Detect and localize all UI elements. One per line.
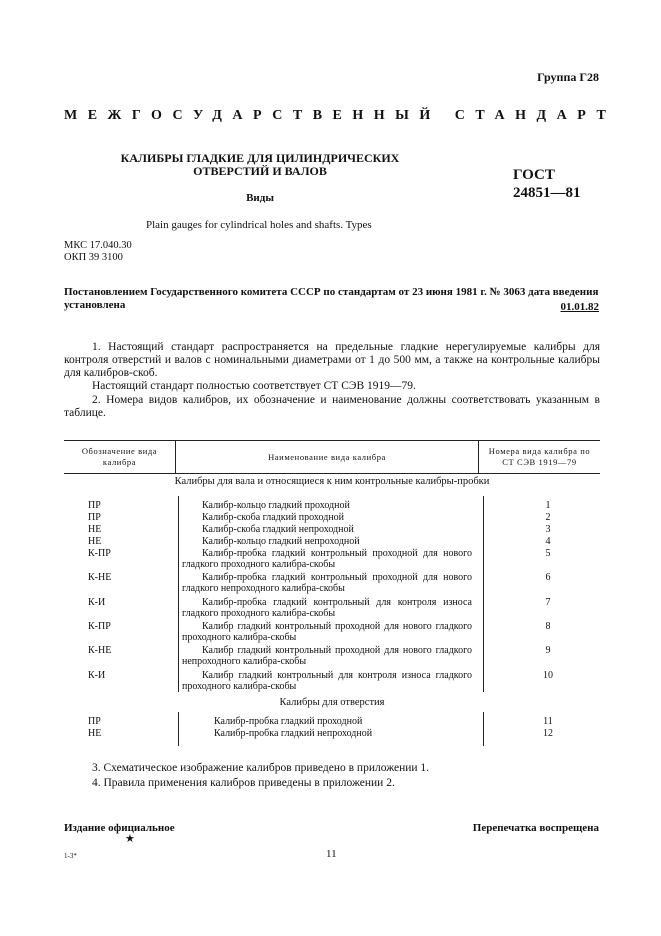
table-row-name: Калибр гладкий контрольный проходной для нового гладкого непроходного калибра-скобы [182,645,472,667]
reprint-prohibited-label: Перепечатка воспрещена [472,822,599,834]
table-row-number: 11 [543,716,553,727]
table-row-code: К-НЕ [88,645,112,656]
table-row-code: НЕ [88,728,102,739]
mks-code: МКС 17.040.30 [64,240,132,251]
paragraph-3: 3. Схематическое изображение калибров приведено в приложении 1. [92,762,430,774]
table-row-code: ПР [88,500,101,511]
table-row-name: Калибр гладкий контрольный проходной для нового гладкого проходного калибра-скобы [182,621,472,643]
table-section-holes: Калибры для отверстия [279,697,385,708]
table-row-code: К-НЕ [88,572,112,583]
table-row-name: Калибр-пробка гладкий проходной [214,716,363,727]
table-row-number: 6 [545,572,551,583]
table-row-code: К-И [88,597,106,608]
title-line-1: КАЛИБРЫ ГЛАДКИЕ ДЛЯ ЦИЛИНДРИЧЕСКИХ [120,151,400,165]
document-subtitle: Виды [246,192,274,204]
interstate-standard-heading: МЕЖГОСУДАРСТВЕННЫЙ СТАНДАРТ [64,108,617,123]
table-row-name: Калибр-скоба гладкий непроходной [202,524,354,535]
table-row-number: 2 [545,512,551,523]
paragraph-1: 1. Настоящий стандарт распространяется на предельные гладкие нерегулируемые калибры для контроля отверстий и валов с номинальными диаметрами от 1 до 500 мм, а также на контрольные калибры для калибров-скоб. [64,341,600,379]
table-row-code: К-ПР [88,621,111,632]
header-code: Обозначение вида калибра [64,441,176,474]
table-row-code: К-И [88,670,106,681]
table-divider-right-2 [483,712,484,746]
table-row-code: К-ПР [88,548,111,559]
official-edition-label: Издание официальное [64,822,175,834]
header-name: Наименование вида калибра [176,441,479,474]
table-section-shafts: Калибры для вала и относящиеся к ним контрольные калибры-пробки [174,476,490,487]
okp-code: ОКП 39 3100 [64,252,123,263]
title-line-2: ОТВЕРСТИЙ И ВАЛОВ [193,164,327,178]
english-title: Plain gauges for cylindrical holes and shafts. Types [146,219,372,231]
table-row-name: Калибр-пробка гладкий непроходной [214,728,373,739]
decree-text: Постановлением Государственного комитета СССР по стандартам от 23 июня 1981 г. № 3063 дата введения установлена [64,286,599,311]
printer-signature: 1-3* [64,852,77,860]
paragraph-2: 2. Номера видов калибров, их обозначение и наименование должны соответствовать указанным в таблице. [64,394,600,419]
table-row-number: 5 [545,548,551,559]
table-row-number: 12 [543,728,553,739]
table-row-number: 10 [543,670,553,681]
table-divider-right-1 [483,496,484,692]
table-row-name: Калибр-пробка гладкий контрольный проходной для нового гладкого проходного калибра-скобы [182,548,472,570]
document-title [95,152,425,178]
table-row-name: Калибр-скоба гладкий проходной [202,512,345,523]
gost-label: ГОСТ [513,167,555,183]
table-row-name: Калибр-пробка гладкий контрольный проходной для нового гладкого непроходного калибра-скобы [182,572,472,594]
star-icon: ★ [125,833,135,845]
table-row-number: 7 [545,597,551,608]
table-row-number: 3 [545,524,551,535]
group-code: Группа Г28 [537,70,599,84]
table-row-name: Калибр-кольцо гладкий проходной [202,500,350,511]
header-number: Номера вида калибра по СТ СЭВ 1919—79 [479,441,601,474]
gost-number: 24851—81 [513,185,581,201]
table-row-number: 9 [545,645,551,656]
effective-date: 01.01.82 [560,301,599,313]
paragraph-1b: Настоящий стандарт полностью соответствует СТ СЭВ 1919—79. [92,380,416,392]
types-table [64,440,600,474]
table-row-number: 4 [545,536,551,547]
gost-designation [513,166,581,202]
table-row-code: ПР [88,716,101,727]
table-row-code: НЕ [88,536,102,547]
table-row-number: 1 [545,500,551,511]
table-row-name: Калибр-пробка гладкий контрольный для контроля износа гладкого проходного калибра-скобы [182,597,472,619]
table-row-name: Калибр гладкий контрольный для контроля износа гладкого проходного калибра-скобы [182,670,472,692]
table-divider-left-1 [178,496,179,692]
table-row-number: 8 [545,621,551,632]
paragraph-4: 4. Правила применения калибров приведены в приложении 2. [92,777,395,789]
table-row-code: ПР [88,512,101,523]
page-number: 11 [326,848,337,860]
classification-codes [64,240,132,264]
table-row-name: Калибр-кольцо гладкий непроходной [202,536,360,547]
table-divider-left-2 [178,712,179,746]
table-row-code: НЕ [88,524,102,535]
